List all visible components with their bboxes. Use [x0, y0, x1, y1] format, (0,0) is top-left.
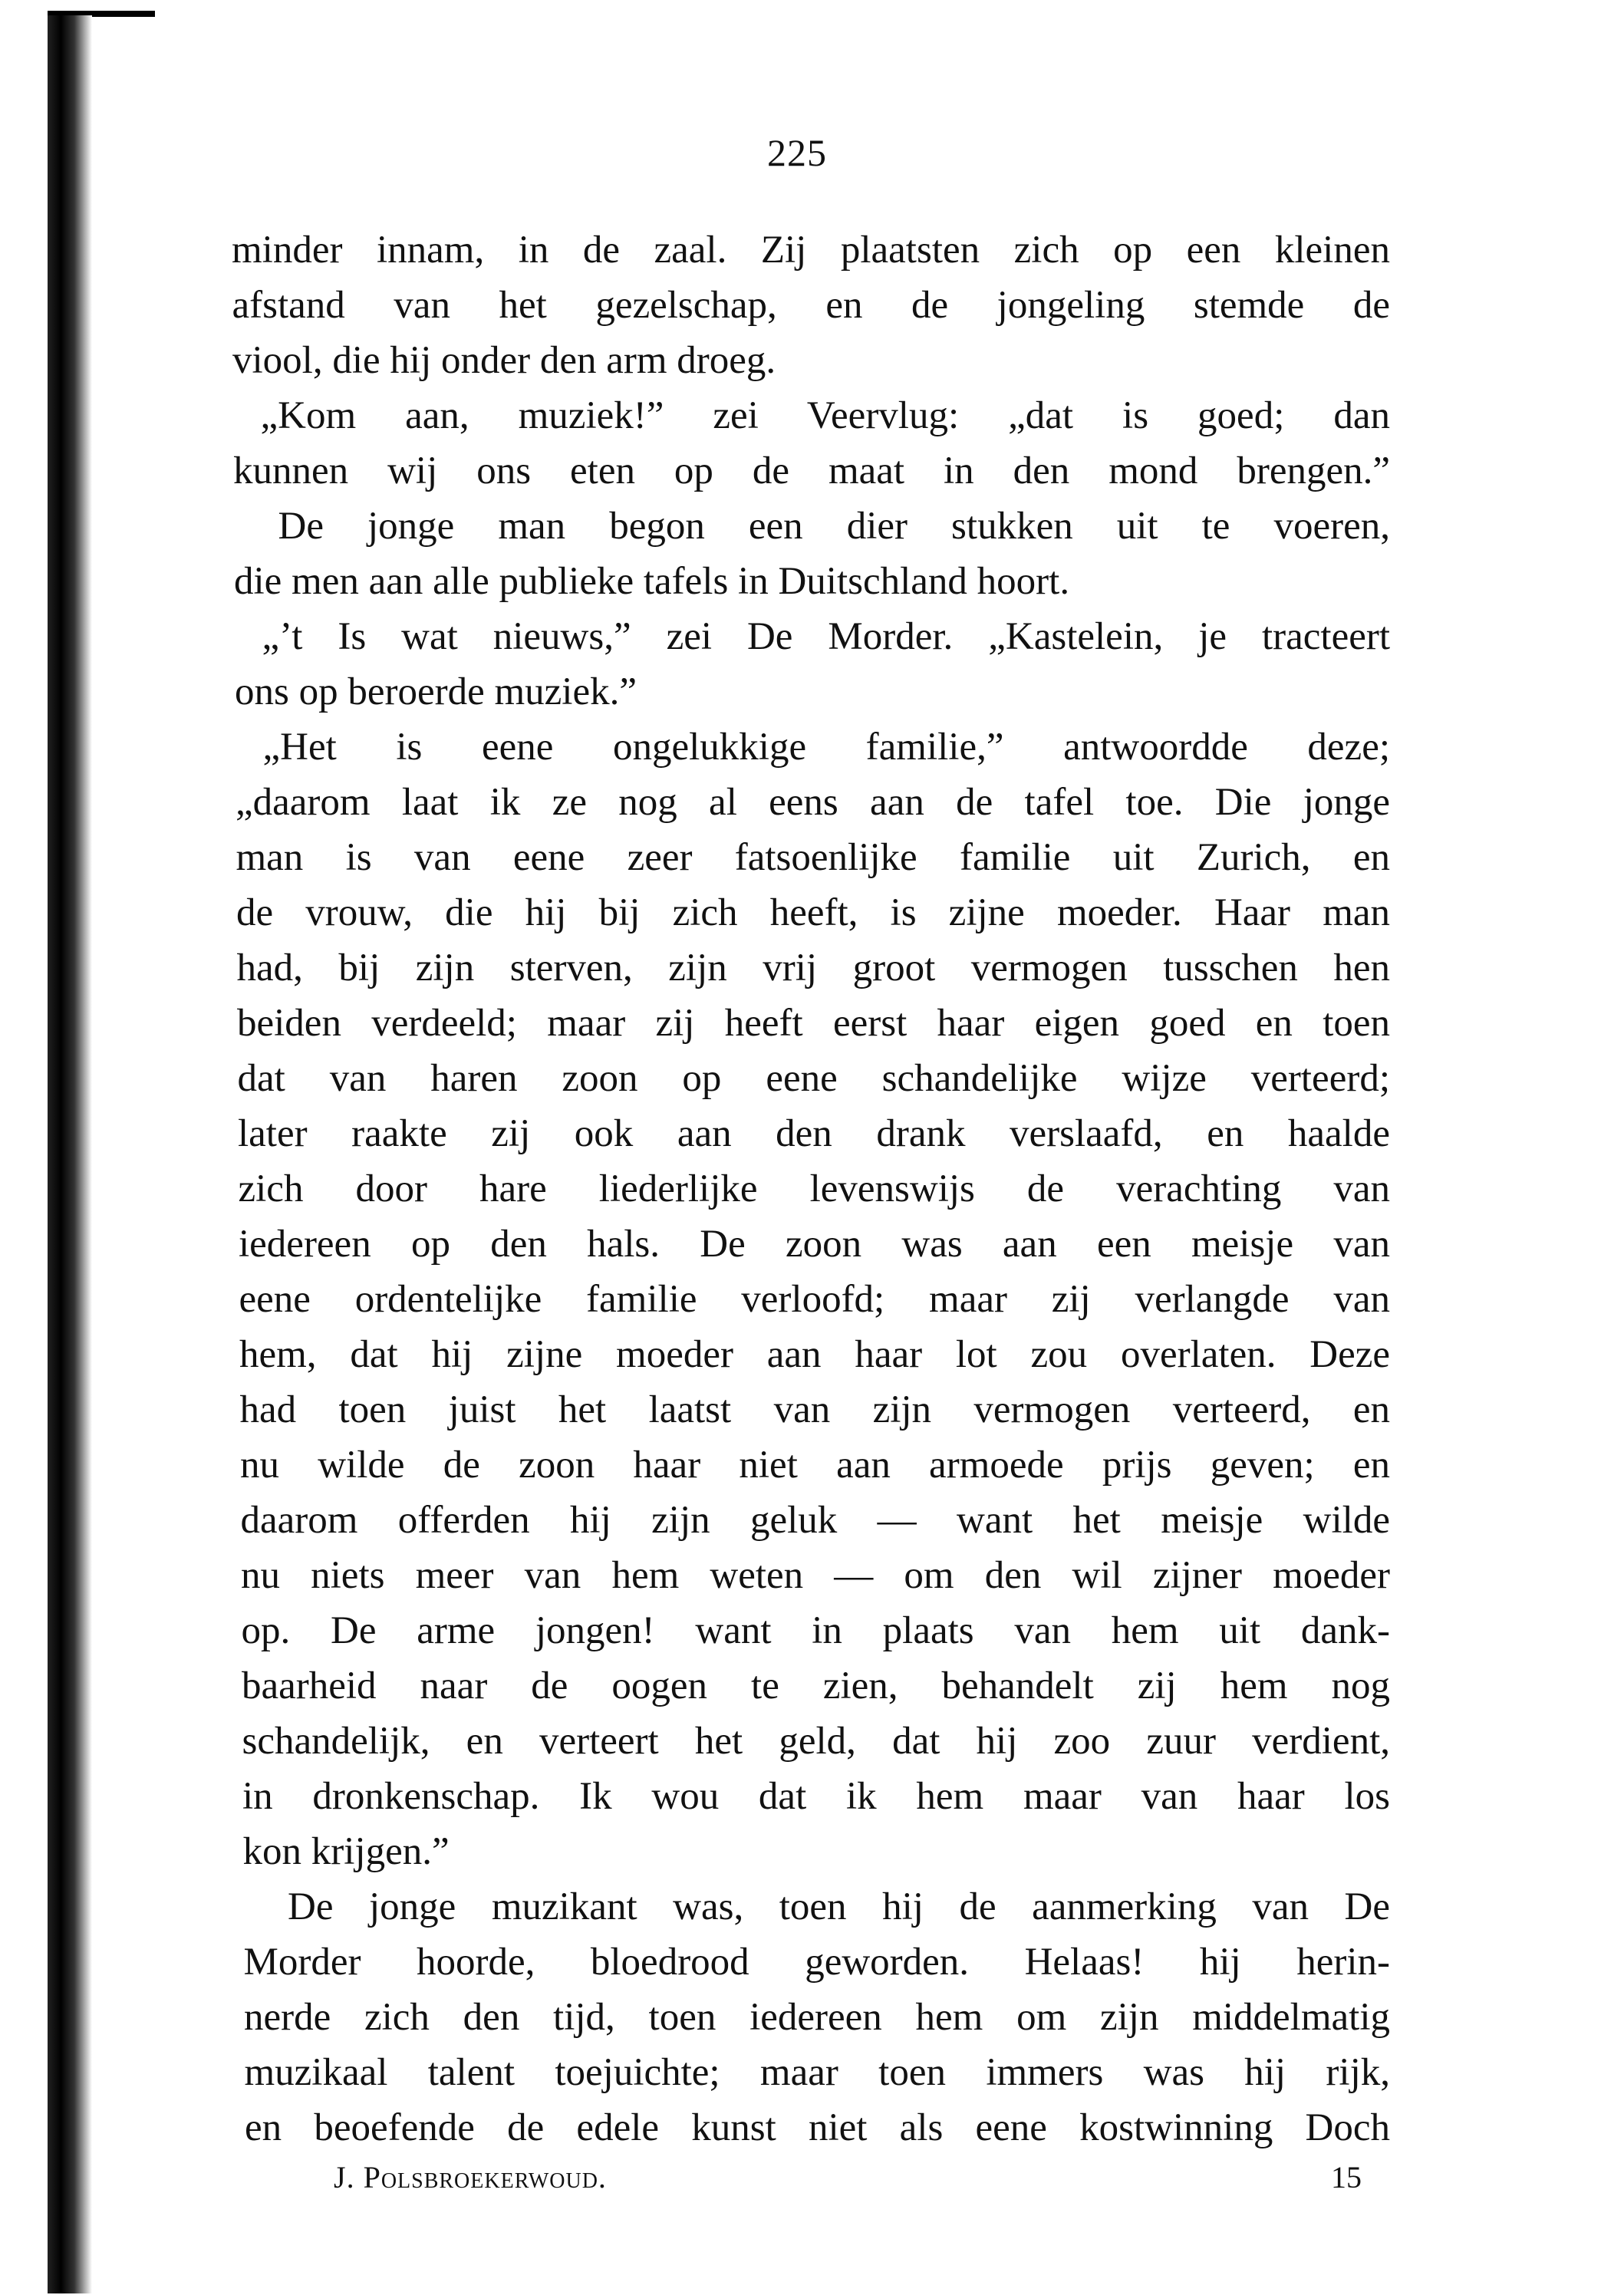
text-line: hem, dat hij zijne moeder aan haar lot zou overlaten. Deze	[239, 1333, 1390, 1376]
text-line: kon krijgen.”	[242, 1830, 450, 1873]
body-text	[232, 222, 1390, 2155]
text-line: nerde zich den tijd, toen iedereen hem om zijn middelmatig	[244, 1996, 1390, 2039]
page-number: 225	[767, 131, 827, 174]
text-line: zich door hare liederlijke levenswijs de verachting van	[238, 1167, 1390, 1210]
text-line: de vrouw, die hij bij zich heeft, is zijne moeder. Haar man	[236, 891, 1390, 934]
text-line: op. De arme jongen! want in plaats van hem uit dank-	[241, 1609, 1390, 1652]
text-line: dat van haren zoon op eene schandelijke wijze verteerd;	[237, 1057, 1390, 1100]
text-line: minder innam, in de zaal. Zij plaatsten zich op een kleinen	[232, 229, 1390, 272]
text-line: muzikaal talent toejuichte; maar toen immers was hij rijk,	[244, 2051, 1390, 2094]
text-line: kunnen wij ons eten op de maat in den mond brengen.”	[233, 449, 1390, 492]
text-line: eene ordentelijke familie verloofd; maar zij verlangde van	[239, 1278, 1390, 1321]
text-line: nu niets meer van hem weten — om den wil zijner moeder	[241, 1554, 1390, 1597]
text-line: man is van eene zeer fatsoenlijke familie uit Zurich, en	[236, 836, 1390, 879]
text-line: en beoefende de edele kunst niet als eene kostwinning Doch	[245, 2106, 1390, 2149]
text-line: had, bij zijn sterven, zijn vrij groot vermogen tusschen hen	[236, 947, 1390, 989]
text-line: „Kom aan, muziek!” zei Veervlug: „dat is goed; dan	[260, 394, 1390, 437]
text-line: Morder hoorde, bloedrood geworden. Helaas! hij herin-	[243, 1941, 1390, 1984]
text-line: afstand van het gezelschap, en de jongeling stemde de	[232, 284, 1390, 327]
text-line: iedereen op den hals. De zoon was aan een meisje van	[239, 1223, 1390, 1266]
text-line: beiden verdeeld; maar zij heeft eerst haar eigen goed en toen	[237, 1002, 1390, 1045]
text-line: baarheid naar de oogen te zien, behandelt zij hem nog	[242, 1664, 1390, 1707]
text-line: viool, die hij onder den arm droeg.	[232, 339, 776, 382]
text-line: „’t Is wat nieuws,” zei De Morder. „Kastelein, je tracteert	[262, 615, 1390, 658]
text-line: ons op beroerde muziek.”	[235, 670, 637, 713]
text-line: later raakte zij ook aan den drank verslaafd, en haalde	[238, 1112, 1390, 1155]
text-line: De jonge man begon een dier stukken uit te voeren,	[278, 505, 1390, 548]
text-line: De jonge muzikant was, toen hij de aanmerking van De	[288, 1885, 1390, 1928]
text-line: nu wilde de zoon haar niet aan armoede prijs geven; en	[240, 1444, 1390, 1487]
text-line: daarom offerden hij zijn geluk — want het meisje wilde	[240, 1499, 1390, 1542]
footer-signature: J. Polsbroekerwoud.	[334, 2160, 607, 2195]
text-line: die men aan alle publieke tafels in Duitschland hoort.	[234, 560, 1070, 603]
text-line: „daarom laat ik ze nog al eens aan de tafel toe. Die jonge	[236, 781, 1390, 824]
text-line: in dronkenschap. Ik wou dat ik hem maar van haar los	[242, 1775, 1390, 1818]
scan-border-left	[48, 15, 92, 2293]
page-footer	[334, 2159, 1362, 2195]
text-line: had toen juist het laatst van zijn vermogen verteerd, en	[239, 1388, 1390, 1431]
text-line: „Het is eene ongelukkige familie,” antwoordde deze;	[262, 726, 1390, 769]
text-line: schandelijk, en verteert het geld, dat hij zoo zuur verdient,	[242, 1720, 1390, 1763]
footer-sheet-number: 15	[1331, 2160, 1362, 2195]
